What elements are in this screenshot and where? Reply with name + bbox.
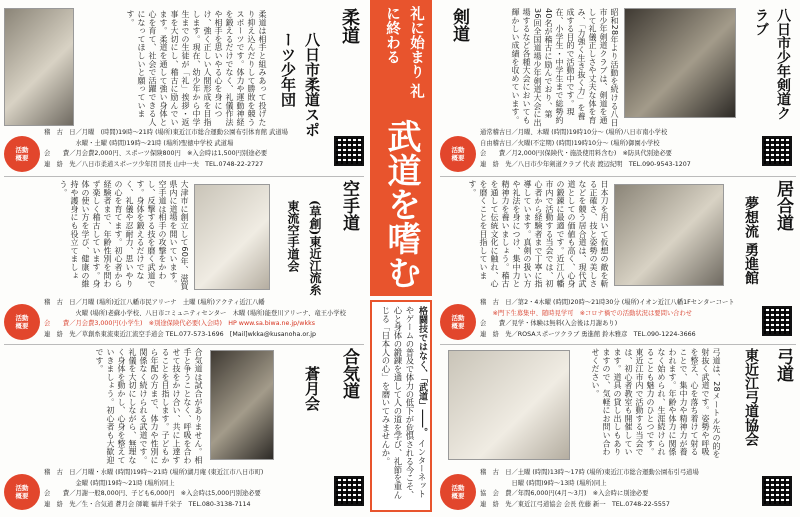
iai-club-name: 夢想流 勇進館	[743, 196, 759, 285]
iai-photo	[614, 184, 724, 286]
kendo-info	[480, 128, 756, 172]
message-heading: 格闘技ではなく、「武道」――。	[417, 306, 427, 437]
aikido-club-name: 蒼月会	[303, 366, 321, 411]
kendo-info-line: 連 絡 先／八日市少年剣道クラブ 代表 渡辺紀明 TEL.090-9543-1207	[480, 160, 691, 168]
aikido-info-line: 金曜 (時間)19時〜21時 (場所)同上	[44, 479, 175, 487]
karate-badge: 活動 概要	[4, 304, 40, 340]
kyudo-club-name: 東近江弓道協会	[743, 348, 759, 446]
kyudo-info-line: 稽 古 日／土曜 (時間)13時〜17時 (場所)東近江市総合運動公園布引弓道場	[480, 469, 699, 476]
karate-club-name: (草創)東近江流糸東流空手道会	[286, 200, 322, 296]
kyudo-photo	[448, 350, 570, 460]
kyudo-info	[480, 468, 756, 512]
iai-body: 日本刀を用いて仮想の敵を斬る正確さ、技と姿勢の美しさなどを競う居合道は、現代武道としての価値も高く、心身の鍛錬に最適です。近江八幡市内で活動する当会では、初心者から経験者まで丁寧に指導しています。真剣の扱い方や礼法を身につけ、集中力と精神力を養いましょう。稽古を通して伝統文化に触れ、心を磨くことを目指しています。	[468, 180, 609, 288]
aikido-info-line: 会 費／月謝一般8,000円、子ども6,000円 ※入会時は5,000円別途必要	[44, 490, 261, 497]
iai-info-line: ※門下生募集中、随時見学可 ※コロナ禍での活動状況は要問い合わせ	[480, 309, 693, 317]
divider	[4, 344, 364, 345]
aikido-info-line: 連 絡 先／生・合気道 蒼月会 師範 福井千栄子 TEL.080-3138-7114	[44, 500, 251, 508]
center-banner	[370, 0, 432, 296]
iai-qr-code	[762, 306, 792, 336]
karate-info-line: 連 絡 先／草創糸東流東近江流空手道会 TEL.077-573-1696 [Mail]wkka@kusanoha.or.jp	[44, 330, 316, 338]
kendo-info-line: 会 費／月2,000円(保険代・施設使用料含む) ※防具代別途必要	[480, 150, 672, 157]
center-message	[376, 306, 428, 506]
judo-body: 柔道は相手と組みあって投げたり抑え込んだりして勝敗を競うスポーツです。体力や運動神経を鍛えるだけでなく、礼儀作法や相手を思いやる心を身につけ、強く正しい人間形成を目指します。現在、幼少年から中学生までの生徒が「礼」挨拶・返事を大切にし、稽古に励んでいます。柔道を通して強い身体と心を育て、社会で活躍できる人になってほしいと願っています。	[126, 10, 267, 127]
banner-title: 武道を嗜む	[381, 119, 421, 289]
kyudo-qr-code	[762, 476, 792, 506]
iai-badge: 活動 概要	[440, 304, 476, 340]
judo-badge: 活動 概要	[4, 136, 40, 172]
judo-title: 柔道	[339, 8, 360, 44]
center-message-box	[370, 300, 432, 512]
judo-info	[44, 128, 330, 172]
kendo-title: 剣道	[449, 8, 469, 42]
karate-info-line: 会 費／月会費3,000円(小学生) ※別途保険代必要(入会時) HP www.sa.biwa.ne.jp/wkks	[44, 320, 316, 327]
judo-photo	[4, 8, 74, 126]
kyudo-badge: 活動 概要	[440, 474, 476, 510]
aikido-body: 合気道は試合がありません。相手と争うことなく、呼吸を合わせて技をかけ合い、共に上達することを目指します。子どもから年配の方まで、体力や性別に関係なく続けられる武道です。礼儀を大切にしながら、無理なく身体を動かし、心身を整えていきましょう。初心者も大歓迎です。	[95, 348, 203, 465]
divider	[4, 176, 364, 177]
iai-info-line: 連 絡 先／ROSAスポーツクラブ 勇進館 鈴木雅彦 TEL.090-1224-3666	[480, 330, 696, 338]
divider	[440, 176, 796, 177]
kyudo-title: 弓道	[773, 348, 793, 382]
karate-photo	[194, 184, 270, 290]
kyudo-info-line: 日曜 (時間)9時〜13時 (場所)同上	[480, 479, 607, 487]
kendo-qr-code	[762, 136, 792, 166]
iai-info	[480, 298, 756, 342]
aikido-qr-code	[334, 476, 364, 506]
aikido-title: 合気道	[339, 348, 359, 399]
judo-info-line: 稽 古 日／月曜 (時間)19時〜21時 (場所)東近江市総合運動公園布引体育館 武道場	[44, 129, 288, 136]
message-body: インターネットやゲームの普及で体力の低下が危惧される今こそ、心と身体の鍛錬を通して人の道を学び、礼節を重んじる「日本人の心」を磨いてみませんか。	[381, 306, 427, 499]
kendo-body: 昭和28年より活動を続ける八日市少年剣道クラブは、剣道を通して礼儀正しさや丈夫な体を育み、「力強く生き抜く力」を養成する目的で活動中です。現在、小学生・中学生まで総勢約40名が稽古に励んでおり、第36回全国道場少年剣道大会に出場するなど各種大会においても輝かしい成績を収めています。	[511, 8, 619, 127]
aikido-info-line: 稽 古 日／月曜・水曜 (時間)19時〜21時 (場所)湖月庵 (東近江市八日市町)	[44, 469, 264, 476]
divider	[440, 344, 796, 345]
kendo-photo	[624, 8, 736, 118]
judo-info-line: 連 絡 先／八日市柔道スポーツ少年団 団長 山中一夫 TEL.0748-22-2727	[44, 160, 264, 168]
kendo-info-line: 通常稽古日／月曜、木曜 (時間)19時10分〜 (場所)八日市南小学校	[480, 129, 668, 136]
kendo-badge: 活動 概要	[440, 136, 476, 172]
judo-qr-code	[334, 136, 364, 166]
kendo-club-name: 八日市少年剣道クラブ	[753, 8, 791, 120]
aikido-photo	[210, 350, 274, 460]
kyudo-info-line: 連 絡 先／東近江弓道協会 会長 佐藤 新一 TEL.0748-22-5557	[480, 500, 670, 508]
iai-info-line: 会 費／見学・体験は無料(入会後は月謝あり)	[480, 320, 618, 327]
iai-title: 居合道	[773, 180, 793, 231]
karate-info-line: 稽 古 日／月曜 (場所)近江八幡市民アリーナ 土曜 (場所)アクティ近江八幡	[44, 299, 265, 306]
karate-title: 空手道	[339, 180, 359, 231]
banner-subtitle: 礼に始まり 礼に終わる	[384, 6, 425, 99]
aikido-badge: 活動 概要	[4, 474, 40, 510]
judo-info-line: 水曜・土曜 (時間)19時〜21時 (場所)聖徳中学校 武道場	[44, 139, 234, 147]
judo-club-name: 八日市柔道スポーツ少年団	[279, 32, 321, 137]
aikido-info	[44, 468, 330, 512]
karate-info	[44, 298, 366, 342]
kendo-info-line: 自由稽古日／火曜(不定期) (時間)19時10分〜 (場所)御園小学校	[480, 139, 660, 147]
karate-info-line: 火曜 (場所)老蘇小学校、八日市コミュニティセンター 木曜 (場所)能登川アリーナ、竜王小学校	[44, 309, 346, 317]
iai-info-line: 稽 古 日／第2・4木曜 (時間)20時〜21時30分 (場所)イオン近江八幡1Fセンターコート	[480, 299, 735, 306]
kyudo-info-line: 協 会 費／年間6,000円(4月〜3月) ※入会時に別途必要	[480, 490, 649, 497]
karate-body: 大津市に創立して60年、滋賀県内に道場を開いています。空手道は相手の攻撃をかわし、反撃する技を磨く武道です。身体を鍛えるだけでなく、礼儀や忍耐力、思いやりの心を育てます。初心者から経験者まで、年齢性別を問わず楽しく稽古しています。身体の使い方を学び、健康の維持や護身にも役立てましょう。	[59, 180, 189, 291]
kyudo-body: 弓道は、28メートル先の的を射抜く武道です。姿勢や呼吸を整え、心を落ち着けて射ることで、集中力や精神力が養われます。年齢や体力に関係なく始められ、生涯続けられることも魅力のひとつです。東近江市内で活動する当会では、初心者教室も開催しています。道具の貸し出しもありますので、気軽にお問い合わせください。	[591, 348, 721, 459]
judo-info-line: 会 費／月会費2,000円、スポーツ保険800円 ※入会時は1,500円別途必要	[44, 150, 268, 157]
